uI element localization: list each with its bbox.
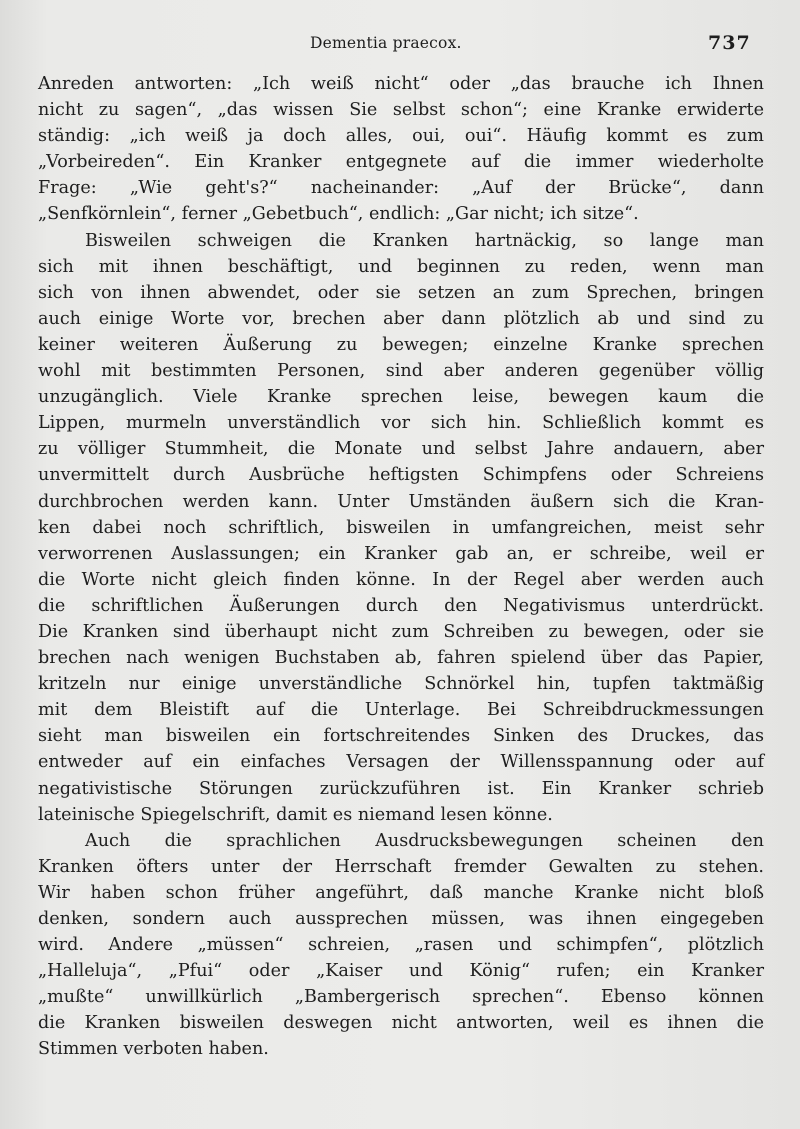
text-line: „Senfkörnlein“, ferner „Gebetbuch“, endlich: „Gar nicht; ich sitze“. — [38, 204, 639, 225]
text-line: „Halleluja“, „Pfui“ oder „Kaiser und König“ rufen; ein Kranker — [38, 961, 764, 982]
text-line: auch einige Worte vor, brechen aber dann plötzlich ab und sind zu — [38, 308, 764, 329]
running-head — [0, 30, 800, 60]
text-line: wird. Andere „müssen“ schreien, „rasen und schimpfen“, plötzlich — [38, 935, 764, 956]
text-line: sich von ihnen abwendet, oder sie setzen an zum Sprechen, bringen — [38, 282, 764, 303]
text-line: „mußte“ unwillkürlich „Bambergerisch sprechen“. Ebenso können — [38, 987, 764, 1008]
text-line: unzugänglich. Viele Kranke sprechen leise, bewegen kaum die — [38, 387, 764, 408]
text-line: denken, sondern auch aussprechen müssen, was ihnen eingegeben — [38, 909, 764, 929]
text-line: wohl mit bestimmten Personen, sind aber anderen gegenüber völlig — [38, 361, 764, 382]
text-line: entweder auf ein einfaches Versagen der Willensspannung oder auf — [38, 752, 764, 773]
text-line: negativistische Störungen zurückzuführen ist. Ein Kranker schrieb — [38, 778, 764, 799]
text-line: ken dabei noch schriftlich, bisweilen in umfangreichen, meist sehr — [38, 517, 764, 538]
page-number: 737 — [708, 32, 751, 54]
text-line: ständig: „ich weiß ja doch alles, oui, oui“. Häufig kommt es zum — [38, 126, 764, 147]
text-line: Die Kranken sind überhaupt nicht zum Schreiben zu bewegen, oder sie — [38, 621, 764, 642]
text-line: die Kranken bisweilen deswegen nicht antworten, weil es ihnen die — [38, 1013, 764, 1034]
text-line: Frage: „Wie geht's?“ nacheinander: „Auf der Brücke“, dann — [38, 178, 764, 199]
text-line: durchbrochen werden kann. Unter Umständen äußern sich die Kran- — [38, 491, 764, 512]
text-line: sieht man bisweilen ein fortschreitendes Sinken des Druckes, das — [38, 726, 764, 747]
text-line: „Vorbeireden“. Ein Kranker entgegnete auf die immer wiederholte — [38, 152, 764, 173]
text-line: kritzeln nur einige unverständliche Schnörkel hin, tupfen taktmäßig — [38, 674, 764, 695]
text-line: Auch die sprachlichen Ausdrucksbewegungen scheinen den — [85, 830, 764, 851]
text-line: Lippen, murmeln unverständlich vor sich hin. Schließlich kommt es — [38, 413, 764, 434]
text-line: Wir haben schon früher angeführt, daß manche Kranke nicht bloß — [38, 882, 764, 903]
text-line: Anreden antworten: „Ich weiß nicht“ oder „das brauche ich Ihnen — [38, 74, 764, 94]
text-line: brechen nach wenigen Buchstaben ab, fahren spielend über das Papier, — [38, 648, 764, 669]
running-title: Dementia praecox. — [310, 34, 462, 52]
text-line: die schriftlichen Äußerungen durch den Negativismus unterdrückt. — [38, 595, 764, 616]
text-line: keiner weiteren Äußerung zu bewegen; einzelne Kranke sprechen — [38, 334, 764, 355]
text-line: verworrenen Auslassungen; ein Kranker gab an, er schreibe, weil er — [38, 543, 764, 564]
text-line: nicht zu sagen“, „das wissen Sie selbst schon“; eine Kranke erwiderte — [38, 100, 764, 121]
text-line: Kranken öfters unter der Herrschaft fremder Gewalten zu stehen. — [38, 856, 764, 877]
text-line: zu völliger Stummheit, die Monate und selbst Jahre andauern, aber — [38, 439, 764, 460]
text-line: Bisweilen schweigen die Kranken hartnäckig, so lange man — [85, 230, 764, 251]
text-line: Stimmen verboten haben. — [38, 1039, 269, 1060]
text-line: die Worte nicht gleich finden könne. In der Regel aber werden auch — [38, 569, 764, 590]
text-line: lateinische Spiegelschrift, damit es niemand lesen könne. — [38, 804, 553, 825]
text-line: mit dem Bleistift auf die Unterlage. Bei Schreibdruckmessungen — [38, 700, 764, 721]
text-line: sich mit ihnen beschäftigt, und beginnen zu reden, wenn man — [38, 256, 764, 277]
text-line: unvermittelt durch Ausbrüche heftigsten Schimpfens oder Schreiens — [38, 465, 764, 486]
body-text — [38, 71, 764, 1063]
